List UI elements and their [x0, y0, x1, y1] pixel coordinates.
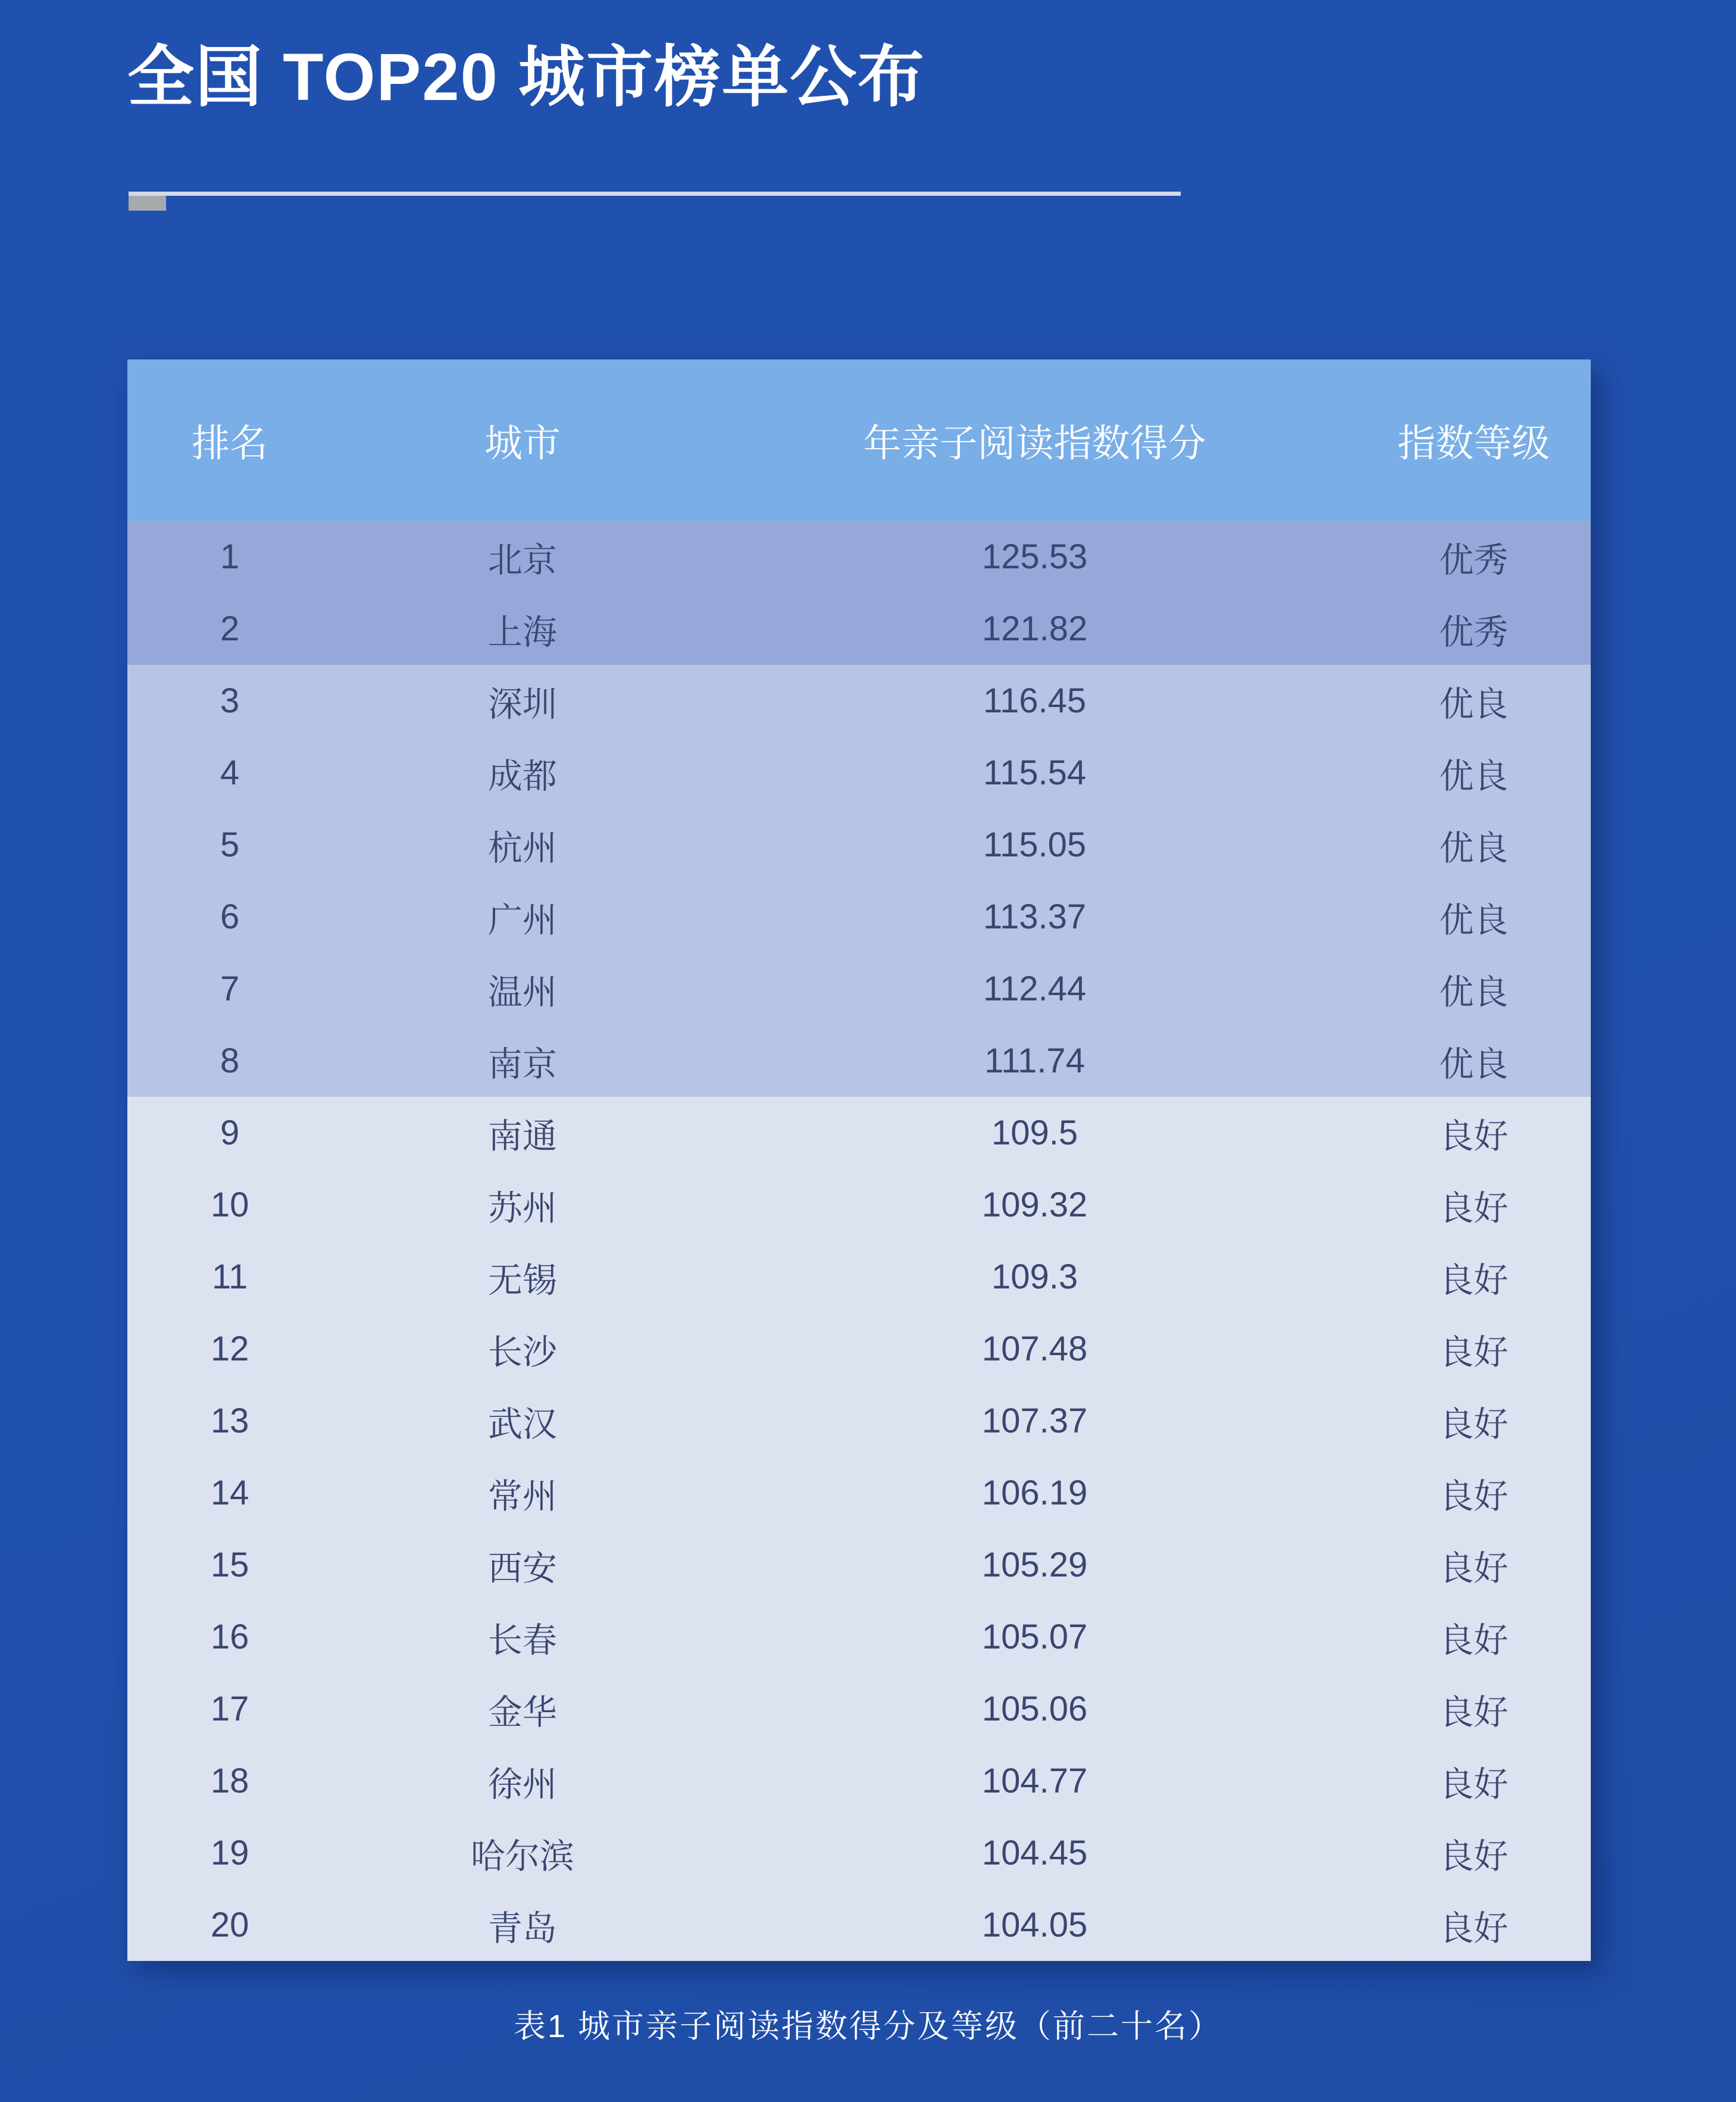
- row-grade-cell: 优良: [1439, 900, 1509, 940]
- table-row: [127, 1457, 1591, 1529]
- row-city-cell: 上海: [487, 612, 557, 652]
- row-rank-cell: 20: [210, 1906, 249, 1944]
- table-row: [127, 1169, 1591, 1241]
- row-rank-cell: 3: [220, 681, 240, 720]
- row-score-cell: 104.05: [981, 1906, 1088, 1944]
- row-rank-cell: 16: [210, 1618, 249, 1656]
- row-score-cell: 106.19: [981, 1474, 1088, 1512]
- row-rank-cell: 5: [220, 825, 240, 864]
- row-score-cell: 104.77: [981, 1762, 1088, 1800]
- row-city-cell: 南京: [487, 1044, 557, 1084]
- row-rank-cell: 19: [210, 1834, 249, 1872]
- table-row: [127, 953, 1591, 1025]
- row-score-cell: 112.44: [983, 969, 1087, 1008]
- row-grade-cell: 良好: [1439, 1693, 1509, 1732]
- row-score-cell: 115.54: [983, 753, 1087, 792]
- row-score-cell: 105.29: [981, 1546, 1088, 1584]
- row-grade-cell: 良好: [1439, 1837, 1509, 1876]
- row-rank-cell: 1: [220, 537, 240, 576]
- row-score-cell: 116.45: [983, 681, 1087, 720]
- table-row: [127, 881, 1591, 953]
- row-grade-cell: 优良: [1439, 972, 1509, 1012]
- row-rank-cell: 11: [212, 1258, 248, 1296]
- ranking-table: [127, 359, 1591, 1961]
- table-row: [127, 1745, 1591, 1817]
- table-row: [127, 665, 1591, 737]
- row-city-cell: 无锡: [487, 1260, 557, 1300]
- row-city-cell: 温州: [487, 972, 557, 1012]
- row-rank-cell: 17: [210, 1690, 249, 1728]
- row-grade-cell: 良好: [1439, 1621, 1509, 1660]
- row-city-cell: 金华: [487, 1693, 557, 1732]
- row-grade-cell: 优良: [1439, 828, 1509, 868]
- row-city-cell: 常州: [487, 1477, 557, 1516]
- divider-line: [129, 192, 1181, 196]
- row-rank-cell: 8: [220, 1041, 240, 1080]
- row-city-cell: 西安: [487, 1549, 557, 1588]
- row-grade-cell: 优良: [1439, 684, 1509, 724]
- row-score-cell: 115.05: [983, 825, 1087, 864]
- row-city-cell: 深圳: [487, 684, 557, 724]
- table-row: [127, 1817, 1591, 1889]
- row-rank-cell: 9: [220, 1113, 240, 1152]
- page-title: 全国 TOP20 城市榜单公布: [127, 40, 926, 114]
- table-row: [127, 1673, 1591, 1745]
- table-body: [127, 521, 1591, 1961]
- row-grade-cell: 良好: [1439, 1405, 1509, 1444]
- row-rank-cell: 2: [220, 609, 240, 648]
- row-grade-cell: 优良: [1439, 1044, 1509, 1084]
- row-city-cell: 长春: [487, 1621, 557, 1660]
- table-row: [127, 1889, 1591, 1961]
- row-grade-cell: 良好: [1439, 1477, 1509, 1516]
- row-score-cell: 109.32: [981, 1185, 1088, 1224]
- row-city-cell: 徐州: [487, 1765, 557, 1804]
- table-row: [127, 1025, 1591, 1097]
- row-rank-cell: 4: [220, 753, 240, 792]
- row-city-cell: 成都: [487, 756, 557, 796]
- row-grade-cell: 良好: [1439, 1909, 1509, 1948]
- row-grade-cell: 优秀: [1439, 612, 1509, 652]
- row-score-cell: 107.37: [981, 1402, 1088, 1440]
- row-city-cell: 北京: [487, 540, 557, 580]
- row-grade-cell: 良好: [1439, 1332, 1509, 1372]
- row-score-cell: 107.48: [981, 1330, 1088, 1368]
- row-score-cell: 125.53: [981, 537, 1088, 576]
- column-header-rank: 排名: [192, 421, 268, 465]
- row-grade-cell: 良好: [1439, 1188, 1509, 1228]
- row-city-cell: 杭州: [487, 828, 557, 868]
- row-rank-cell: 12: [210, 1330, 249, 1368]
- table-row: [127, 1529, 1591, 1601]
- column-header-grade: 指数等级: [1397, 421, 1550, 465]
- row-city-cell: 苏州: [487, 1188, 557, 1228]
- row-score-cell: 104.45: [981, 1834, 1088, 1872]
- row-city-cell: 哈尔滨: [470, 1837, 574, 1876]
- row-city-cell: 南通: [487, 1116, 557, 1156]
- row-grade-cell: 良好: [1439, 1765, 1509, 1804]
- row-score-cell: 105.07: [981, 1618, 1088, 1656]
- table-row: [127, 737, 1591, 809]
- row-score-cell: 121.82: [981, 609, 1088, 648]
- table-row: [127, 809, 1591, 881]
- divider-marker: [129, 196, 166, 211]
- row-rank-cell: 15: [210, 1546, 249, 1584]
- row-rank-cell: 13: [210, 1402, 249, 1440]
- row-score-cell: 109.5: [991, 1113, 1078, 1152]
- row-grade-cell: 良好: [1439, 1549, 1509, 1588]
- row-rank-cell: 14: [210, 1474, 249, 1512]
- row-rank-cell: 7: [220, 969, 240, 1008]
- table-row: [127, 1097, 1591, 1169]
- row-score-cell: 109.3: [991, 1258, 1078, 1296]
- table-header-row: [127, 359, 1591, 521]
- row-grade-cell: 良好: [1439, 1260, 1509, 1300]
- row-city-cell: 青岛: [487, 1909, 557, 1948]
- row-score-cell: 105.06: [981, 1690, 1088, 1728]
- row-city-cell: 广州: [487, 900, 557, 940]
- row-grade-cell: 优秀: [1439, 540, 1509, 580]
- row-grade-cell: 良好: [1439, 1116, 1509, 1156]
- row-score-cell: 111.74: [984, 1041, 1085, 1080]
- table-row: [127, 1313, 1591, 1385]
- column-header-score: 年亲子阅读指数得分: [863, 421, 1206, 465]
- row-rank-cell: 6: [220, 897, 240, 936]
- row-rank-cell: 10: [210, 1185, 249, 1224]
- table-row: [127, 1385, 1591, 1457]
- row-score-cell: 113.37: [983, 897, 1087, 936]
- table-row: [127, 593, 1591, 665]
- row-city-cell: 武汉: [487, 1405, 557, 1444]
- table-caption: 表1 城市亲子阅读指数得分及等级（前二十名）: [513, 2009, 1223, 2044]
- row-grade-cell: 优良: [1439, 756, 1509, 796]
- row-city-cell: 长沙: [487, 1332, 557, 1372]
- table-row: [127, 1601, 1591, 1673]
- table-row: [127, 1241, 1591, 1313]
- row-rank-cell: 18: [210, 1762, 249, 1800]
- table-row: [127, 521, 1591, 593]
- column-header-city: 城市: [484, 421, 561, 465]
